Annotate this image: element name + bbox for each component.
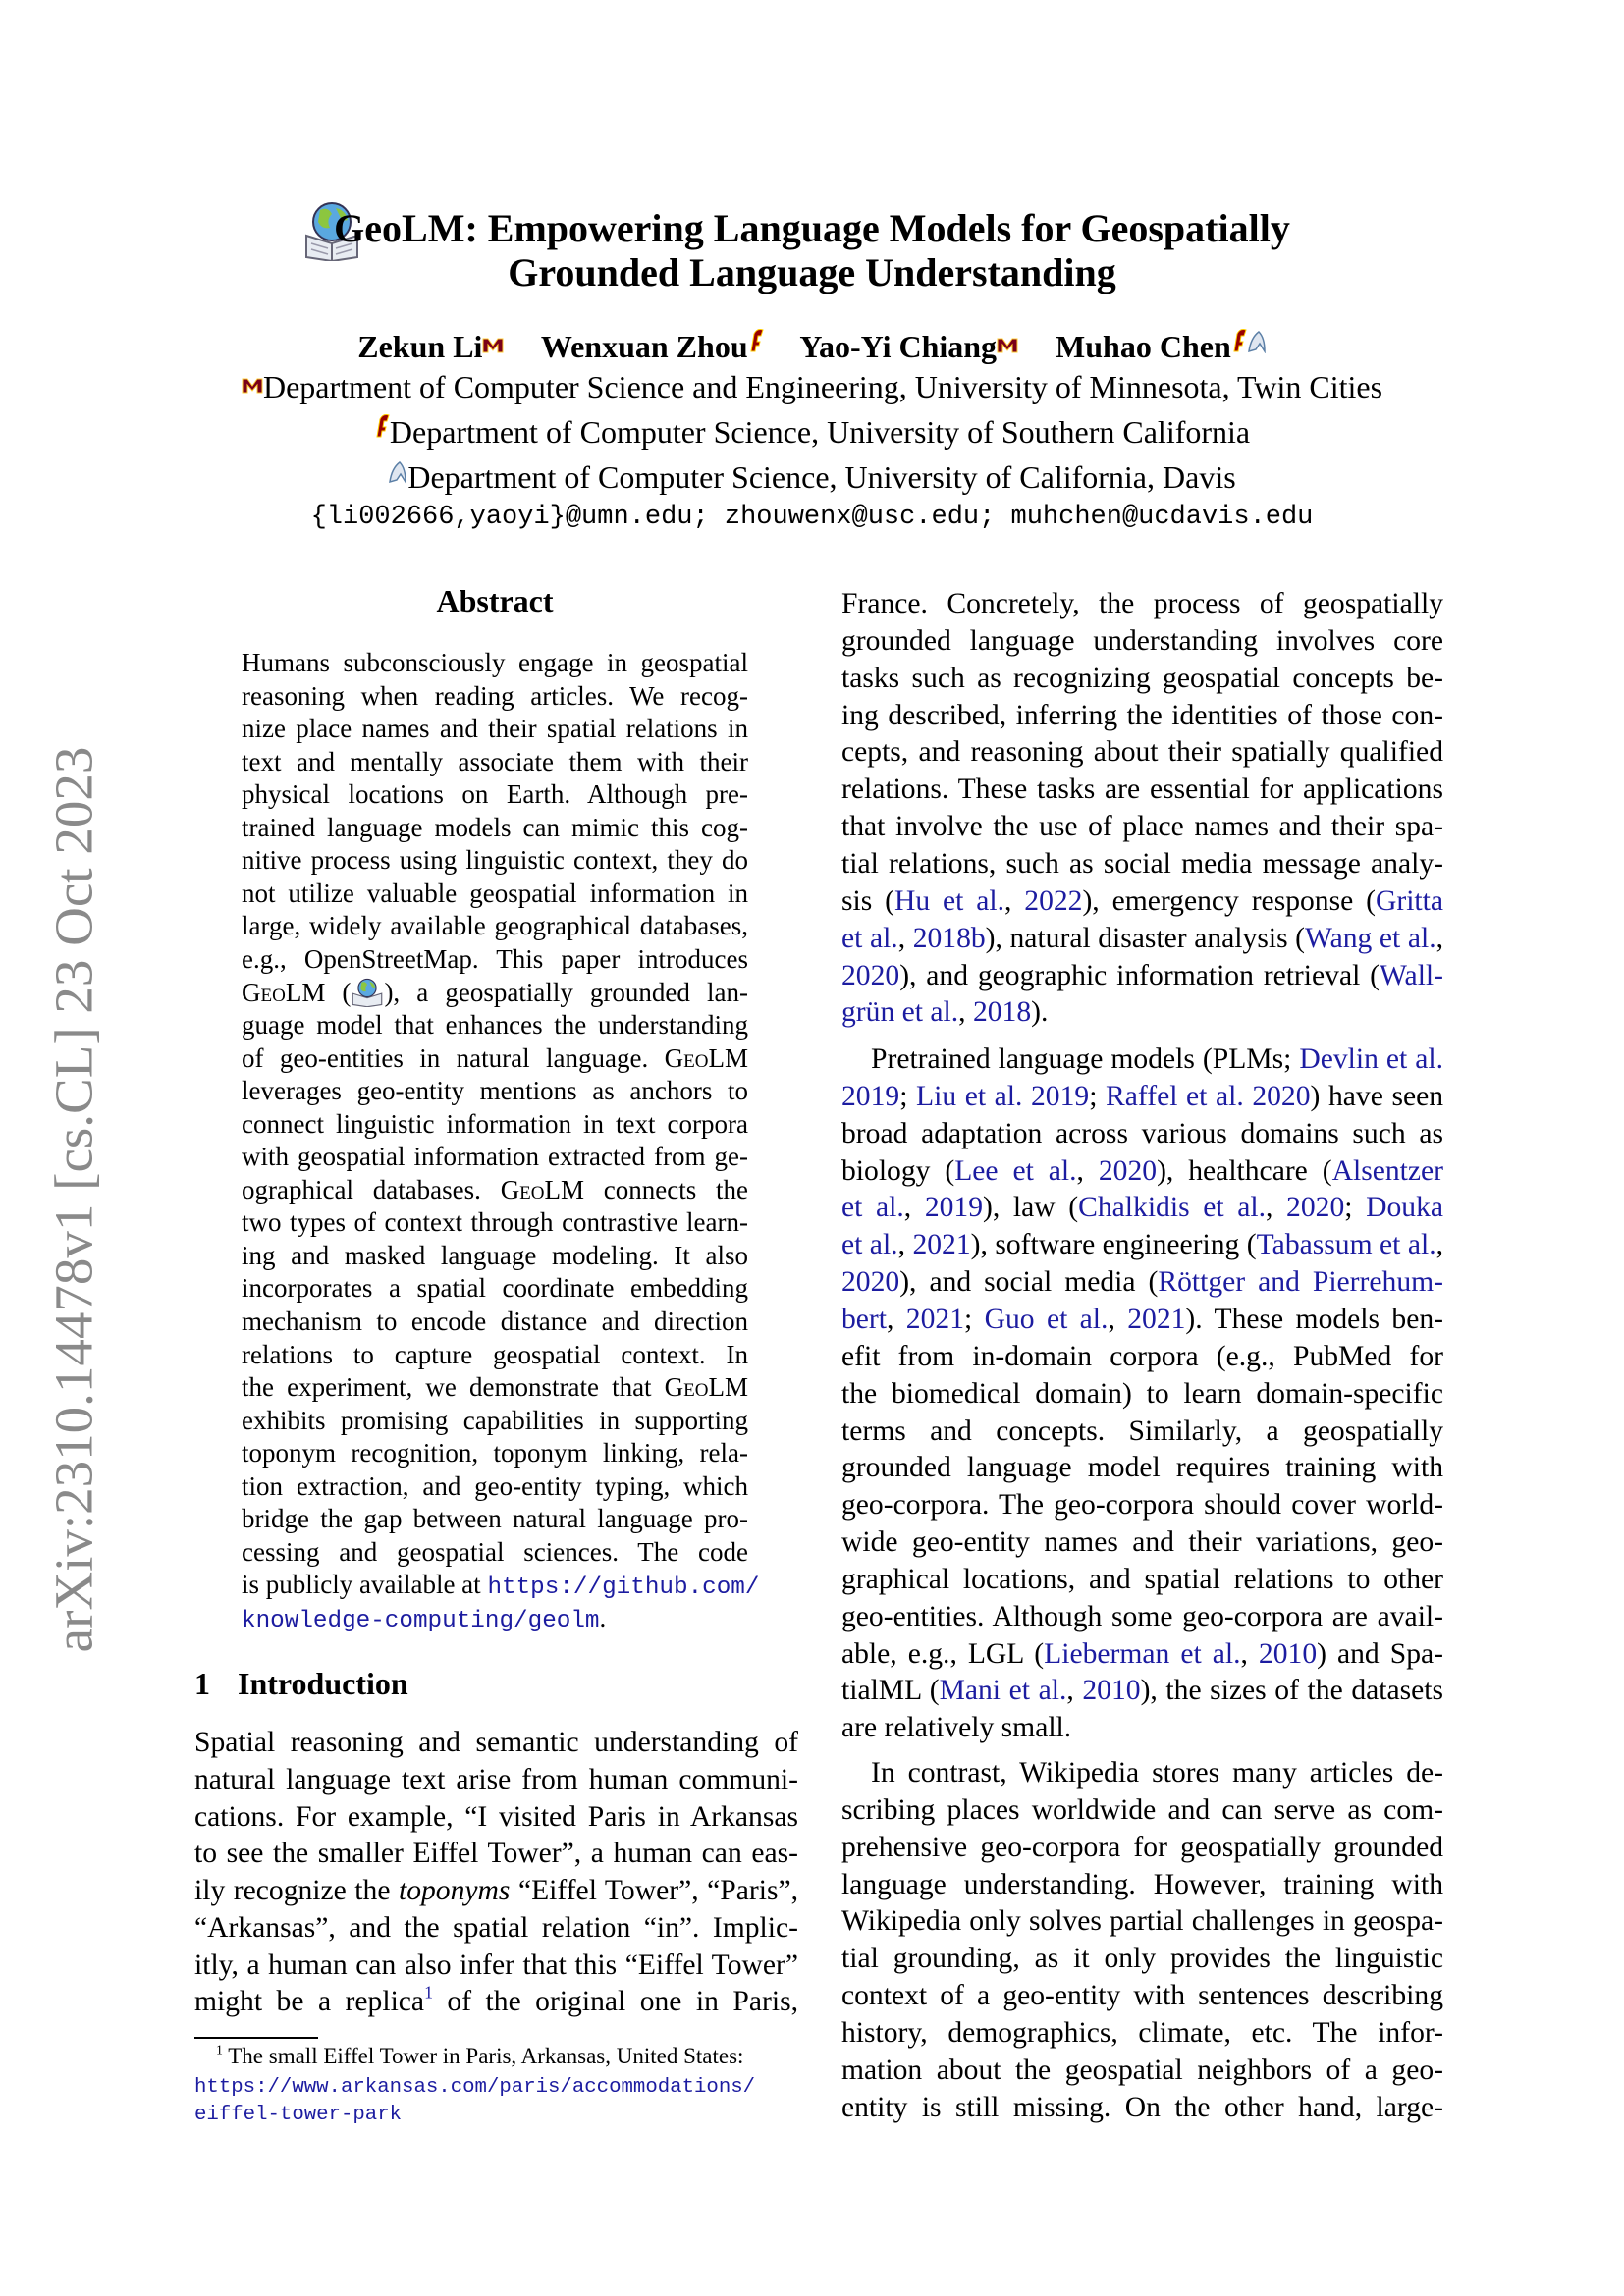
- text-line: [841, 920, 1443, 957]
- citation-link[interactable]: 2019: [841, 1080, 900, 1112]
- text-segment: ;: [899, 1080, 917, 1112]
- text-segment: ,: [1066, 1675, 1083, 1707]
- text-line: [841, 1940, 1443, 1977]
- text-segment: ), a geospatially grounded lan-: [384, 977, 748, 1007]
- citation-link[interactable]: 2021: [912, 1229, 971, 1261]
- citation-link[interactable]: 2020: [1286, 1192, 1345, 1224]
- text-segment: physical locations on Earth. Although pre-: [242, 779, 748, 810]
- text-line: [841, 622, 1443, 660]
- text-segment: “Eiffel Tower”, “Paris”,: [510, 1875, 798, 1906]
- text-line: [242, 1568, 760, 1605]
- text-segment: ,: [1108, 1303, 1128, 1335]
- text-line: [841, 1709, 1443, 1746]
- citation-link[interactable]: Alsentzer: [1331, 1154, 1443, 1187]
- text-segment: ), natural disaster analysis (: [985, 922, 1306, 954]
- text-line: [194, 1872, 798, 1909]
- text-line: [841, 1301, 1443, 1338]
- text-line: [194, 1947, 798, 1984]
- text-segment: cations. For example, “I visited Paris in Arkansas: [194, 1800, 798, 1833]
- text-segment: is publicly available at: [242, 1570, 488, 1600]
- paper-title-line1: GeoLM: Empowering Language Models for Geospatially: [334, 206, 1290, 250]
- text-line: [841, 1189, 1443, 1226]
- citation-link[interactable]: 2018: [972, 996, 1032, 1029]
- umn-logo-icon: [482, 323, 504, 362]
- author-name: Zekun Li: [357, 329, 483, 364]
- text-line: [242, 843, 748, 877]
- text-segment: wide geo-entity names and their variations, geo-: [841, 1526, 1443, 1559]
- text-segment: itly, a human can also infer that this “Eiffel Tower”: [194, 1949, 798, 1981]
- text-segment: toponym recognition, toponym linking, rela-: [242, 1438, 748, 1468]
- text-segment: ), law (: [983, 1192, 1079, 1224]
- usc-logo-icon: [374, 408, 390, 448]
- text-line: [194, 2099, 798, 2129]
- text-segment: ;: [1089, 1080, 1107, 1112]
- text-segment: The small Eiffel Tower in Paris, Arkansas, United States:: [222, 2044, 744, 2068]
- text-segment: large, widely available geographical databases,: [242, 911, 748, 941]
- text-segment: ,: [1004, 884, 1025, 917]
- text-segment: ,: [958, 996, 973, 1029]
- text-segment: ), emergency response (: [1082, 884, 1376, 917]
- text-segment: grounded language understanding involves core: [841, 624, 1443, 657]
- text-segment: ), the sizes of the datasets: [1140, 1675, 1443, 1707]
- text-line: [242, 777, 748, 811]
- text-segment: language understanding. However, training with: [841, 1868, 1443, 1900]
- text-segment: ,: [1076, 1154, 1099, 1187]
- text-line: [194, 2071, 798, 2102]
- section-heading-introduction: [194, 1664, 408, 1703]
- text-line: [841, 845, 1443, 882]
- ucdavis-logo-icon: [1247, 323, 1267, 362]
- citation-link[interactable]: bert: [841, 1303, 888, 1335]
- text-line: [841, 585, 1443, 622]
- text-line: [871, 1754, 1443, 1791]
- text-segment: reasoning when reading articles. We recog-: [242, 680, 748, 711]
- citation-link[interactable]: 2010: [1258, 1637, 1318, 1670]
- citation-link[interactable]: Röttger and Pierrehum-: [1158, 1266, 1443, 1299]
- citation-link[interactable]: Gritta: [1375, 884, 1444, 917]
- text-line: [242, 877, 748, 910]
- text-segment: ), healthcare (: [1157, 1154, 1332, 1187]
- text-line: [841, 1866, 1443, 1903]
- text-segment: of the original one in Paris,: [432, 1986, 798, 2018]
- text-line: [841, 1523, 1443, 1561]
- text-line: [242, 1370, 748, 1404]
- text-segment: mation about the geospatial neighbors of a geo-: [841, 2054, 1443, 2086]
- text-segment: terms and concepts. Similarly, a geospatially: [841, 1415, 1443, 1447]
- citation-link[interactable]: Lee et al.: [954, 1154, 1077, 1187]
- text-segment: ographical databases.: [242, 1174, 501, 1204]
- usc-logo-icon: [1231, 323, 1247, 362]
- text-line: [841, 771, 1443, 808]
- text-line: [841, 660, 1443, 697]
- citation-link[interactable]: et al.: [841, 922, 898, 954]
- author-name: Muhao Chen: [1056, 329, 1231, 364]
- text-line: [841, 1635, 1443, 1673]
- text-segment: relations to capture geospatial context. In: [242, 1339, 748, 1369]
- text-segment: leverages geo-entity mentions as anchors to: [242, 1076, 748, 1106]
- text-segment: natural language text arise from human communi-: [194, 1763, 798, 1795]
- affiliation-umn: [0, 367, 1624, 406]
- text-line: [242, 1502, 748, 1535]
- section-number: 1: [194, 1666, 210, 1701]
- text-line: [841, 2052, 1443, 2089]
- text-segment: able, e.g., LGL (: [841, 1637, 1045, 1670]
- text-segment: nize place names and their spatial relations in: [242, 714, 748, 744]
- text-segment: with geospatial information extracted from ge-: [242, 1142, 748, 1172]
- text-line: [841, 1263, 1443, 1301]
- text-line: [242, 1140, 748, 1173]
- url-link[interactable]: knowledge-computing/geolm: [242, 1607, 600, 1634]
- affiliation-usc: [0, 412, 1624, 452]
- text-line: [841, 733, 1443, 771]
- citation-link[interactable]: Mani et al.: [939, 1675, 1067, 1707]
- citation-link[interactable]: grün et al.: [841, 996, 959, 1029]
- text-segment: not utilize valuable geospatial information in: [242, 878, 748, 908]
- citation-link[interactable]: Guo et al.: [984, 1303, 1109, 1335]
- text-segment: the biomedical domain) to learn domain-specific: [841, 1377, 1443, 1410]
- url-link[interactable]: eiffel-tower-park: [194, 2104, 403, 2126]
- text-line: [242, 1338, 748, 1371]
- text-segment: Pretrained language models (PLMs;: [871, 1043, 1300, 1075]
- text-line: [242, 1239, 748, 1272]
- text-line: [841, 882, 1443, 920]
- text-line: [841, 2089, 1443, 2126]
- citation-link[interactable]: 2021: [1127, 1303, 1186, 1335]
- text-line: [194, 1798, 798, 1836]
- url-link[interactable]: https://github.com/: [487, 1575, 760, 1602]
- text-line: [242, 1535, 748, 1569]
- text-segment: of geo-entities in natural language.: [242, 1042, 665, 1073]
- text-line: [242, 1173, 748, 1206]
- citation-link[interactable]: Devlin et al.: [1299, 1043, 1443, 1075]
- text-line: [242, 942, 748, 976]
- text-segment: to see the smaller Eiffel Tower”, a human can eas-: [194, 1838, 798, 1870]
- text-line: [841, 1902, 1443, 1940]
- affiliation-text: Department of Computer Science, University of California, Davis: [407, 459, 1236, 495]
- text-segment: connects the: [584, 1174, 748, 1204]
- text-segment: cepts, and reasoning about their spatially qualified: [841, 736, 1443, 769]
- text-segment: tial relations, such as social media message analy-: [841, 847, 1443, 880]
- text-segment: ;: [963, 1303, 985, 1335]
- text-line: [242, 1107, 748, 1141]
- text-segment: ,: [903, 1192, 925, 1224]
- text-segment: broad adaptation across various domains such as: [841, 1117, 1443, 1149]
- author-name: Yao-Yi Chiang: [799, 329, 998, 364]
- text-line: [841, 993, 1443, 1031]
- text-line: [841, 697, 1443, 734]
- citation-link[interactable]: Wang et al.: [1305, 922, 1436, 954]
- text-segment: France. Concretely, the process of geospatially: [841, 588, 1443, 619]
- text-segment: nitive process using linguistic context, they do: [242, 845, 748, 876]
- citation-link[interactable]: Wall-: [1380, 959, 1443, 991]
- citation-link[interactable]: 2022: [1024, 884, 1083, 917]
- text-line: [242, 1041, 748, 1075]
- paper-title-line2: Grounded Language Understanding: [508, 250, 1116, 294]
- text-line: [242, 909, 748, 942]
- text-segment: ;: [1344, 1192, 1367, 1224]
- text-line: [841, 1375, 1443, 1413]
- text-segment: Humans subconsciously engage in geospatial: [242, 648, 748, 677]
- text-segment: bridge the gap between natural language pro-: [242, 1504, 748, 1534]
- citation-link[interactable]: et al.: [841, 1192, 904, 1224]
- text-segment: might be a replica: [194, 1986, 425, 2018]
- text-segment: sis (: [841, 884, 894, 917]
- text-line: [841, 1078, 1443, 1115]
- citation-link[interactable]: 2020: [841, 1266, 900, 1299]
- text-segment: incorporates a spatial coordinate embedding: [242, 1273, 748, 1304]
- text-line: [841, 1598, 1443, 1635]
- text-segment: tial grounding, as it only provides the linguistic: [841, 1943, 1443, 1975]
- text-segment: ,: [1435, 1229, 1444, 1261]
- text-line: [871, 1041, 1443, 1078]
- text-line: [841, 1561, 1443, 1598]
- citation-link[interactable]: Tabassum et al.: [1256, 1229, 1436, 1261]
- text-line: [841, 1486, 1443, 1523]
- text-line: [242, 1271, 748, 1305]
- text-segment: text and mentally associate them with their: [242, 746, 748, 776]
- abstract-heading: Abstract: [436, 583, 554, 618]
- text-segment: Wikipedia only solves partial challenges in geospa-: [841, 1905, 1443, 1938]
- umn-logo-icon: [242, 363, 263, 402]
- text-line: [242, 1205, 748, 1239]
- text-line: [841, 1449, 1443, 1486]
- citation-link[interactable]: 2020: [1098, 1154, 1158, 1187]
- text-segment: ,: [1240, 1637, 1259, 1670]
- text-segment: toponyms: [398, 1875, 511, 1906]
- text-line: [194, 1835, 798, 1872]
- affiliation-text: Department of Computer Science and Engineering, University of Minnesota, Twin Cities: [262, 369, 1383, 404]
- text-segment: prehensive geo-corpora for geospatially grounded: [841, 1831, 1443, 1863]
- text-segment: grounded language model requires training with: [841, 1452, 1443, 1484]
- text-line: [242, 1469, 748, 1503]
- text-segment: (: [325, 977, 352, 1007]
- text-segment: geo-entities. Although some geo-corpora are avail-: [841, 1600, 1443, 1632]
- text-segment: 1: [216, 2042, 223, 2057]
- text-line: [841, 1791, 1443, 1829]
- text-line: [841, 808, 1443, 845]
- text-segment: history, demographics, climate, etc. The infor-: [841, 2016, 1443, 2049]
- text-line: [242, 646, 748, 679]
- ucdavis-logo-icon: [388, 454, 407, 493]
- text-segment: ing and masked language modeling. It also: [242, 1240, 748, 1270]
- section-title: Introduction: [238, 1666, 408, 1701]
- author-name: Wenxuan Zhou: [540, 329, 748, 364]
- footnote-ref-link[interactable]: 1: [424, 1982, 433, 2002]
- text-line: [841, 1338, 1443, 1375]
- text-line: [194, 1983, 798, 2020]
- text-segment: ing described, inferring the identities of those con-: [841, 699, 1443, 731]
- text-segment: ,: [897, 922, 913, 954]
- text-line: [841, 957, 1443, 994]
- text-segment: that involve the use of place names and their spa-: [841, 811, 1443, 843]
- text-segment: cessing and geospatial sciences. The code: [242, 1536, 748, 1567]
- umn-logo-icon: [997, 323, 1018, 362]
- text-segment: graphical locations, and spatial relations to other: [841, 1563, 1443, 1595]
- text-segment: connect linguistic information in text corpora: [242, 1108, 748, 1139]
- citation-link[interactable]: 2019: [924, 1192, 983, 1224]
- text-segment: exhibits promising capabilities in supporting: [242, 1405, 748, 1435]
- text-segment: ) and Spa-: [1317, 1637, 1443, 1670]
- citation-link[interactable]: 2010: [1082, 1675, 1141, 1707]
- arxiv-stamp: arXiv:2310.14478v1 [cs.CL] 23 Oct 2023: [43, 746, 104, 1653]
- text-segment: entity is still missing. On the other hand, large-: [841, 2091, 1443, 2123]
- text-segment: geo-corpora. The geo-corpora should cover world-: [841, 1489, 1443, 1522]
- text-segment: ), and social media (: [899, 1266, 1159, 1299]
- citation-link[interactable]: Liu et al. 2019: [916, 1080, 1090, 1112]
- text-line: [841, 1413, 1443, 1450]
- model-name: GeoLM: [664, 1042, 748, 1073]
- text-segment: ily recognize the: [194, 1875, 399, 1906]
- text-segment: tialML (: [841, 1675, 940, 1707]
- text-segment: are relatively small.: [841, 1712, 1072, 1744]
- text-line: [242, 1404, 748, 1437]
- text-segment: scribing places worldwide and can serve as com-: [841, 1793, 1443, 1826]
- text-line: [841, 1977, 1443, 2014]
- text-segment: ,: [1266, 1192, 1287, 1224]
- text-segment: ).: [1031, 996, 1049, 1029]
- text-line: [841, 2014, 1443, 2052]
- text-line: [841, 1672, 1443, 1709]
- text-line: [841, 1226, 1443, 1263]
- model-name: GeoLM: [500, 1174, 585, 1204]
- citation-link[interactable]: Chalkidis et al.: [1078, 1192, 1266, 1224]
- citation-link[interactable]: Hu et al.: [893, 884, 1004, 917]
- citation-link[interactable]: et al.: [841, 1229, 898, 1261]
- footnote-rule: [194, 2037, 318, 2039]
- text-line: [242, 679, 748, 713]
- text-segment: Spatial reasoning and semantic understanding of: [194, 1727, 798, 1758]
- text-line: [242, 811, 748, 844]
- citation-link[interactable]: 2018b: [912, 922, 986, 954]
- text-segment: ,: [897, 1229, 913, 1261]
- text-segment: .: [599, 1602, 607, 1632]
- text-segment: “Arkansas”, and the spatial relation “in”. Implic-: [194, 1911, 798, 1944]
- text-line: [841, 1115, 1443, 1152]
- text-segment: ), software engineering (: [970, 1229, 1257, 1261]
- text-line: [242, 712, 748, 745]
- text-segment: biology (: [841, 1154, 955, 1187]
- text-segment: context of a geo-entity with sentences describing: [841, 1980, 1443, 2012]
- text-line: [242, 1436, 748, 1469]
- text-segment: relations. These tasks are essential for applications: [841, 774, 1443, 806]
- text-line: [841, 1829, 1443, 1866]
- text-line: [242, 1601, 748, 1638]
- text-segment: e.g., OpenStreetMap. This paper introduces: [242, 943, 748, 974]
- text-segment: tasks such as recognizing geospatial concepts be-: [841, 662, 1443, 694]
- text-segment: two types of context through contrastive learn-: [242, 1207, 748, 1238]
- text-line: [841, 1152, 1443, 1190]
- affiliation-text: Department of Computer Science, University of Southern California: [389, 414, 1251, 450]
- text-line: [242, 1305, 748, 1338]
- text-segment: ,: [887, 1303, 906, 1335]
- citation-link[interactable]: 2021: [905, 1303, 964, 1335]
- text-line: [194, 1724, 798, 1761]
- text-segment: ) have seen: [1310, 1080, 1444, 1112]
- text-segment: efit from in-domain corpora (e.g., PubMed for: [841, 1340, 1443, 1372]
- text-line: [242, 1008, 748, 1041]
- text-segment: ), and geographic information retrieval (: [899, 959, 1380, 991]
- text-line: [216, 2043, 798, 2070]
- text-line: [194, 1909, 798, 1947]
- model-name: GeoLM: [242, 977, 326, 1007]
- text-segment: trained language models can mimic this cog-: [242, 812, 748, 842]
- text-segment: mechanism to encode distance and direction: [242, 1307, 748, 1336]
- author-emails: {li002666,yaoyi}@umn.edu; zhouwenx@usc.edu; muhchen@ucdavis.edu: [310, 503, 1314, 532]
- citation-link[interactable]: 2020: [841, 959, 900, 991]
- text-segment: ,: [1435, 922, 1444, 954]
- text-segment: In contrast, Wikipedia stores many articles de-: [871, 1757, 1443, 1789]
- usc-logo-icon: [748, 323, 764, 362]
- text-line: [242, 1074, 748, 1107]
- text-segment: tion extraction, and geo-entity typing, which: [242, 1470, 748, 1501]
- citation-link[interactable]: Lieberman et al.: [1044, 1637, 1241, 1670]
- url-link[interactable]: https://www.arkansas.com/paris/accommodations/: [194, 2076, 756, 2099]
- author-list: [0, 327, 1624, 366]
- text-segment: the experiment, we demonstrate that: [242, 1372, 665, 1403]
- text-line: [242, 745, 748, 778]
- affiliation-ucdavis: [0, 457, 1624, 497]
- model-name: GeoLM: [664, 1372, 748, 1403]
- text-line: [194, 1761, 798, 1798]
- citation-link[interactable]: Raffel et al. 2020: [1106, 1080, 1311, 1112]
- text-segment: ). These models ben-: [1185, 1303, 1443, 1335]
- citation-link[interactable]: Douka: [1366, 1192, 1444, 1224]
- text-segment: guage model that enhances the understanding: [242, 1010, 748, 1041]
